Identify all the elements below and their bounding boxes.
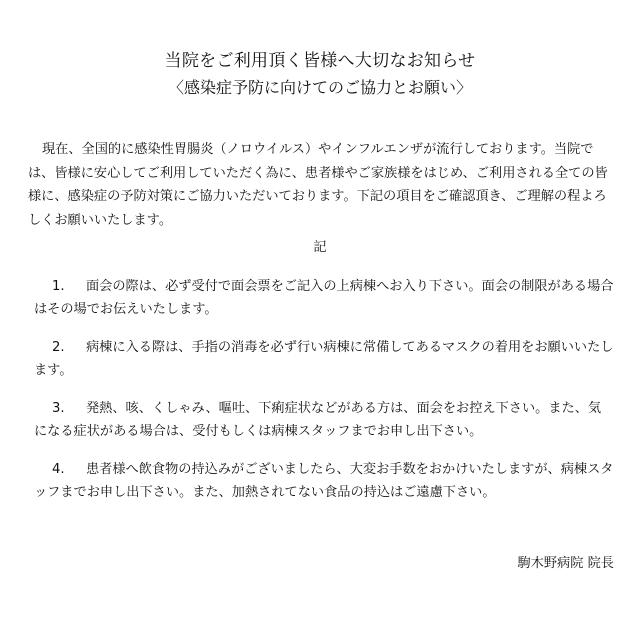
- item-number: 2.: [52, 340, 65, 355]
- signature: 駒木野病院 院長: [517, 556, 614, 571]
- notice-title: 当院をご利用頂く皆様へ大切なお知らせ: [164, 51, 476, 71]
- item-text: 患者様へ飲食物の持込みがございましたら、大変お手数をおかけいたしますが、病棟スタッフまでお申し出下さい。また、加熱されてない食品の持込はご遠慮下さい。: [34, 462, 614, 500]
- item-number: 3.: [52, 401, 65, 416]
- item-text: 面会の際は、必ず受付で面会票をご記入の上病棟へお入り下さい。面会の制限がある場合はその場でお伝えいたします。: [34, 279, 614, 317]
- list-item: [34, 276, 614, 321]
- list-item: [34, 337, 614, 382]
- ki-heading: 記: [313, 240, 327, 255]
- intro-paragraph: 現在、全国的に感染性胃腸炎（ノロウイルス）やインフルエンザが流行しております。当院では、皆様に安心してご利用していただく為に、患者様やご家族様をはじめ、ご利用される全ての皆様に、感染症の予防対策にご協力いただいております。下記の項目をご確認頂き、ご理解の程よろしくお願いいたします。: [28, 142, 608, 228]
- item-number: 1.: [52, 279, 65, 294]
- list-item: [34, 398, 614, 443]
- item-number: 4.: [52, 462, 65, 477]
- item-text: 発熱、咳、くしゃみ、嘔吐、下痢症状などがある方は、面会をお控え下さい。また、気になる症状がある場合は、受付もしくは病棟スタッフまでお申し出下さい。: [34, 401, 602, 439]
- notice-subtitle: 〈感染症予防に向けてのご協力とお願い〉: [167, 78, 472, 97]
- list-item: [34, 459, 614, 504]
- item-text: 病棟に入る際は、手指の消毒を必ず行い病棟に常備してあるマスクの着用をお願いいたします。: [34, 340, 614, 378]
